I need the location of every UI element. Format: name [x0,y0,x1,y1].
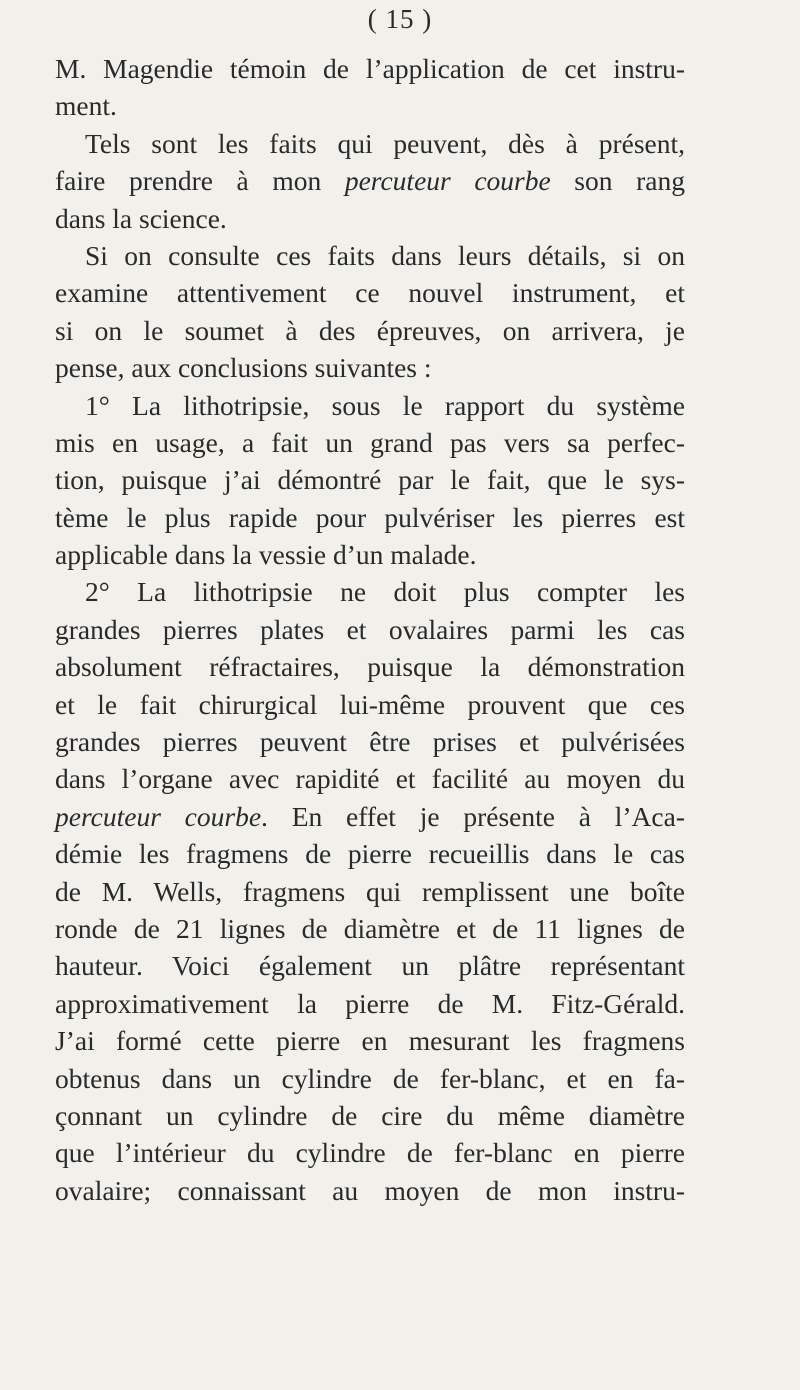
text-line [55,910,685,947]
text-line [55,274,685,311]
text-segment: mis en usage, a fait un grand pas vers sa perfec- [55,426,685,458]
text-line [55,1172,685,1209]
text-line [55,162,685,199]
text-segment: ovalaire; connaissant au moyen de mon instru- [55,1174,685,1206]
text-segment: dans la science. [55,202,227,234]
text-segment: J’ai formé cette pierre en mesurant les fragmens [55,1025,685,1057]
text-line [55,499,685,536]
text-segment: tion, puisque j’ai démontré par le fait, que le sys- [55,464,685,496]
text-segment: dans l’organe avec rapidité et facilité au moyen du [55,763,685,795]
text-segment: . En effet je présente à l’Aca- [261,800,685,832]
text-line [55,1060,685,1097]
text-segment: obtenus dans un cylindre de fer-blanc, et en fa- [55,1062,685,1094]
text-line [55,873,685,910]
text-line [55,947,685,984]
italic-term: percuteur courbe [344,165,551,197]
text-segment: approximativement la pierre de M. Fitz-Gérald. [55,987,685,1019]
text-line [55,686,685,723]
text-line [55,723,685,760]
text-line [55,985,685,1022]
text-segment: faire prendre à mon [55,165,345,197]
page-number: ( 15 ) [367,4,433,34]
text-segment: hauteur. Voici également un plâtre représentant [55,950,685,982]
text-line [55,200,685,237]
text-line [55,611,685,648]
text-segment: absolument réfractaires, puisque la démonstration [55,651,685,683]
text-segment: que l’intérieur du cylindre de fer-blanc en pierre [55,1137,685,1169]
text-line [55,237,685,274]
text-line [55,536,685,573]
text-line [55,349,685,386]
text-segment: ronde de 21 lignes de diamètre et de 11 lignes de [55,912,685,944]
text-line [55,1134,685,1171]
text-line [55,125,685,162]
text-segment: ment. [55,90,117,122]
text-line [55,835,685,872]
text-segment: examine attentivement ce nouvel instrument, et [55,277,685,309]
text-segment: et le fait chirurgical lui-même prouvent que ces [55,688,685,720]
text-line [55,798,685,835]
text-line [55,461,685,498]
text-segment: Si on consulte ces faits dans leurs détails, si on [85,239,685,271]
text-line [55,1097,685,1134]
text-segment: démie les fragmens de pierre recueillis dans le cas [55,838,685,870]
text-segment: 2° La lithotripsie ne doit plus compter les [85,576,685,608]
text-segment: grandes pierres plates et ovalaires parmi les cas [55,613,685,645]
text-line [55,387,685,424]
text-line [55,760,685,797]
text-segment: son rang [550,165,685,197]
text-line [55,87,685,124]
text-line [55,312,685,349]
text-line [55,648,685,685]
text-line [55,1022,685,1059]
text-segment: pense, aux conclusions suivantes : [55,352,432,384]
text-segment: de M. Wells, fragmens qui remplissent une boîte [55,875,685,907]
text-line [55,424,685,461]
text-line [55,573,685,610]
text-segment: grandes pierres peuvent être prises et pulvérisées [55,726,685,758]
text-line [55,50,685,87]
body-text [55,50,685,1209]
text-segment: 1° La lithotripsie, sous le rapport du système [85,389,685,421]
text-segment: applicable dans la vessie d’un malade. [55,539,477,571]
text-segment: Tels sont les faits qui peuvent, dès à présent, [85,127,685,159]
text-segment: si on le soumet à des épreuves, on arrivera, je [55,314,685,346]
text-segment: çonnant un cylindre de cire du même diamètre [55,1099,685,1131]
text-segment: tème le plus rapide pour pulvériser les pierres est [55,501,685,533]
text-segment: M. Magendie témoin de l’application de cet instru- [55,53,685,84]
italic-term: percuteur courbe [55,800,262,832]
